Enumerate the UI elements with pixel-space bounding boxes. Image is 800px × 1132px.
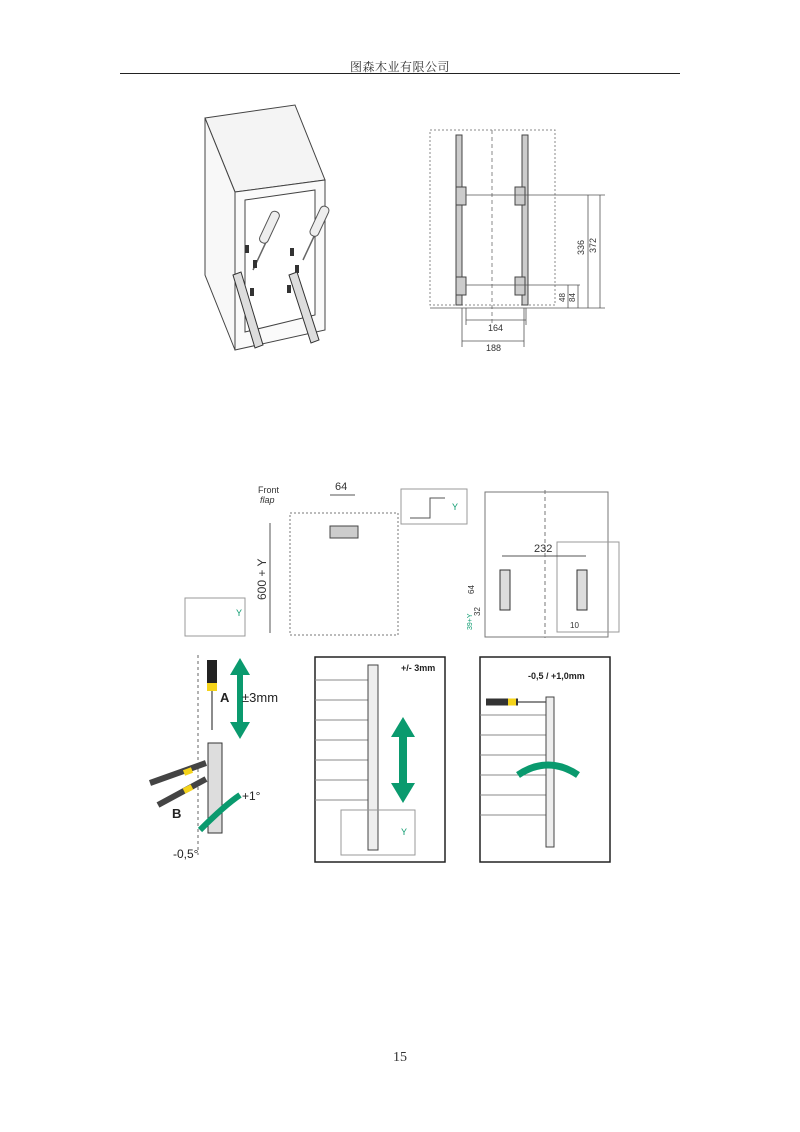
front-flap-diagram bbox=[180, 478, 400, 640]
tilt-adjust-diagram bbox=[478, 655, 613, 865]
page-header-title: 图森木业有限公司 bbox=[349, 60, 450, 74]
cabinet-install-illustration bbox=[195, 100, 335, 360]
dim-39y: 39+Y bbox=[467, 613, 474, 630]
rail-position-diagram bbox=[420, 125, 620, 355]
dim-232: 232 bbox=[534, 543, 553, 555]
page-number: 15 bbox=[393, 1050, 407, 1065]
dim-84: 84 bbox=[568, 293, 577, 302]
dim-32: 32 bbox=[473, 607, 482, 616]
tolerance-3mm: ±3mm bbox=[242, 690, 279, 705]
dim-372: 372 bbox=[588, 237, 598, 253]
side-panel-diagram bbox=[462, 490, 622, 640]
flap-inset-detail bbox=[400, 488, 470, 526]
y-label: Y bbox=[236, 608, 243, 618]
front-label: Front bbox=[258, 485, 280, 495]
svg-text:Y: Y bbox=[452, 502, 459, 512]
dim-164: 164 bbox=[488, 323, 504, 333]
dim-64: 64 bbox=[335, 481, 348, 493]
dim-336: 336 bbox=[576, 239, 586, 255]
y-label-height: Y bbox=[401, 827, 408, 837]
dim-48: 48 bbox=[558, 293, 567, 302]
minus-angle: -0,5° bbox=[173, 847, 199, 861]
plus-angle: +1° bbox=[242, 789, 261, 803]
screwdriver-icon bbox=[207, 660, 217, 730]
hinge-adjust-diagram bbox=[140, 655, 290, 865]
label-a: A bbox=[220, 690, 230, 705]
dim-10: 10 bbox=[570, 621, 579, 630]
tolerance-tilt: -0,5 / +1,0mm bbox=[528, 671, 585, 681]
height-adjust-diagram bbox=[313, 655, 448, 865]
dim-64-side: 64 bbox=[467, 585, 476, 594]
dim-600y: 600 + Y bbox=[255, 558, 269, 600]
tolerance-height: +/- 3mm bbox=[401, 663, 436, 673]
dim-188: 188 bbox=[486, 343, 502, 353]
label-b: B bbox=[172, 806, 182, 821]
header-divider bbox=[120, 73, 680, 74]
flap-label: flap bbox=[260, 495, 275, 505]
